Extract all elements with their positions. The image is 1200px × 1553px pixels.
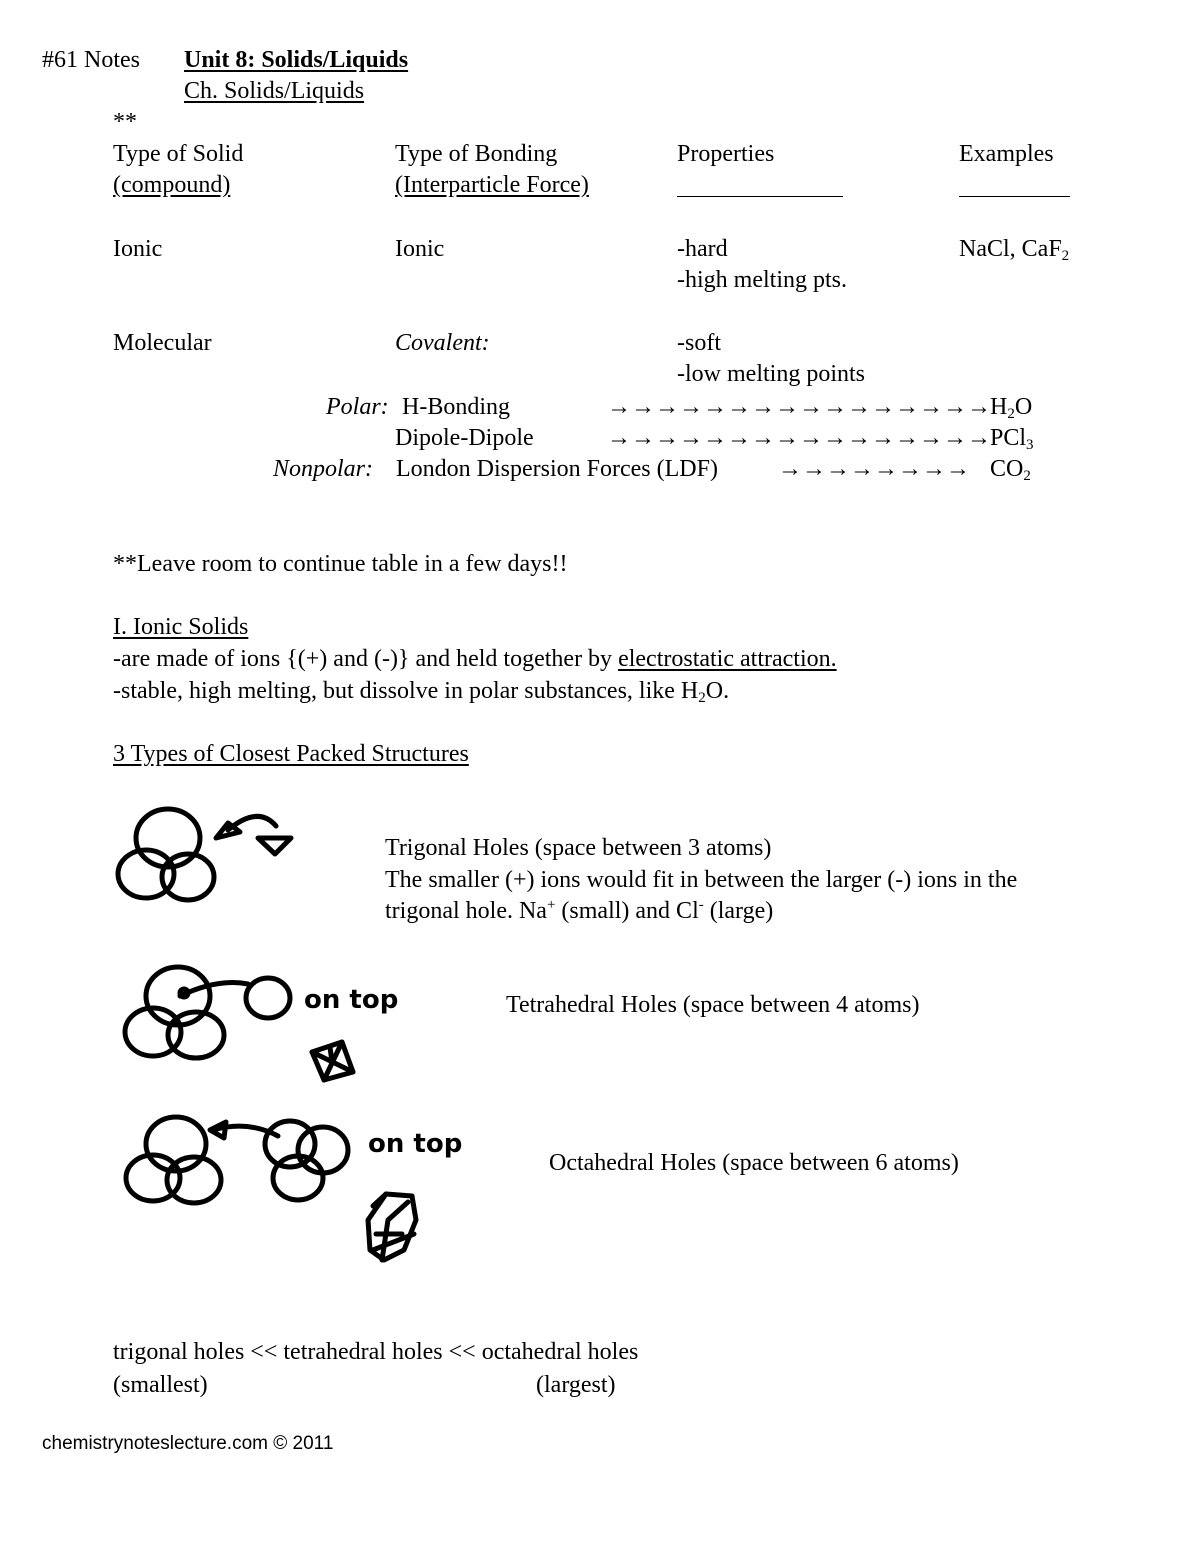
trigonal-hole-sketch <box>108 800 308 910</box>
octahedral-title: Octahedral Holes (space between 6 atoms) <box>549 1150 959 1176</box>
force-arrows: →→→→→→→→→→→→→→→→ <box>607 425 991 451</box>
hole-size-comparison: trigonal holes << tetrahedral holes << octahedral holes <box>113 1339 639 1365</box>
tetrahedral-hole-sketch <box>118 960 418 1090</box>
row-ionic-bonding: Ionic <box>395 236 445 262</box>
unit-title: Unit 8: Solids/Liquids <box>184 47 409 73</box>
ionic-solids-line1: -are made of ions {(+) and (-)} and held together by electrostatic attraction. <box>113 646 837 672</box>
row-ionic-solid: Ionic <box>113 236 163 262</box>
force-category-nonpolar: Nonpolar: <box>273 456 374 482</box>
force-dipole-dipole: Dipole-Dipole <box>395 425 534 451</box>
tetrahedral-title: Tetrahedral Holes (space between 4 atoms) <box>506 992 920 1018</box>
col-subheader-bonding: (Interparticle Force) <box>395 172 589 198</box>
row-ionic-example: NaCl, CaF$_2$ <box>959 236 1070 264</box>
col-header-bonding: Type of Bonding <box>395 141 558 167</box>
row-molecular-property: -soft <box>677 330 721 356</box>
octahedral-hole-sketch <box>118 1110 463 1285</box>
force-ldf: London Dispersion Forces (LDF) <box>396 456 718 482</box>
svg-text:on top: on top <box>304 985 399 1015</box>
properties-header-rule <box>677 196 843 197</box>
trigonal-line2: The smaller (+) ions would fit in between the larger (-) ions in the <box>385 867 1018 893</box>
largest-label: (largest) <box>536 1372 616 1398</box>
row-ionic-property: -high melting pts. <box>677 267 847 293</box>
examples-header-rule <box>959 196 1070 197</box>
header-marker: ** <box>113 109 137 135</box>
row-molecular-bonding: Covalent: <box>395 330 490 356</box>
svg-text:on top: on top <box>368 1129 463 1159</box>
trigonal-line3: trigonal hole. Na+ (small) and Cl- (large) <box>385 897 774 924</box>
col-subheader-solid: (compound) <box>113 172 231 198</box>
chapter-title: Ch. Solids/Liquids <box>184 78 365 104</box>
force-example-pcl3: PCl$_3$ <box>990 425 1034 453</box>
row-ionic-property: -hard <box>677 236 728 262</box>
electrostatic-attraction-term: electrostatic attraction. <box>618 646 837 672</box>
force-category-polar: Polar: <box>326 394 389 420</box>
force-arrows: →→→→→→→→ <box>778 456 970 482</box>
col-header-properties: Properties <box>677 141 775 167</box>
force-example-h2o: $H_2O$ <box>990 394 1033 422</box>
leave-room-note: **Leave room to continue table in a few days!! <box>113 551 568 577</box>
col-header-examples: Examples <box>959 141 1054 167</box>
smallest-label: (smallest) <box>113 1372 208 1398</box>
row-molecular-property: -low melting points <box>677 361 865 387</box>
trigonal-title: Trigonal Holes (space between 3 atoms) <box>385 835 772 861</box>
packing-heading: 3 Types of Closest Packed Structures <box>113 741 469 767</box>
row-molecular-solid: Molecular <box>113 330 212 356</box>
col-header-solid: Type of Solid <box>113 141 244 167</box>
notes-label: #61 Notes <box>42 47 140 73</box>
ionic-solids-heading: I. Ionic Solids <box>113 614 249 640</box>
footer-credit: chemistrynoteslecture.com © 2011 <box>42 1433 334 1454</box>
force-example-co2: $CO_2$ <box>990 456 1031 484</box>
force-h-bonding: H-Bonding <box>402 394 510 420</box>
ionic-solids-line2: -stable, high melting, but dissolve in polar substances, like $H_2O$. <box>113 678 730 706</box>
force-arrows: →→→→→→→→→→→→→→→→ <box>607 394 991 420</box>
